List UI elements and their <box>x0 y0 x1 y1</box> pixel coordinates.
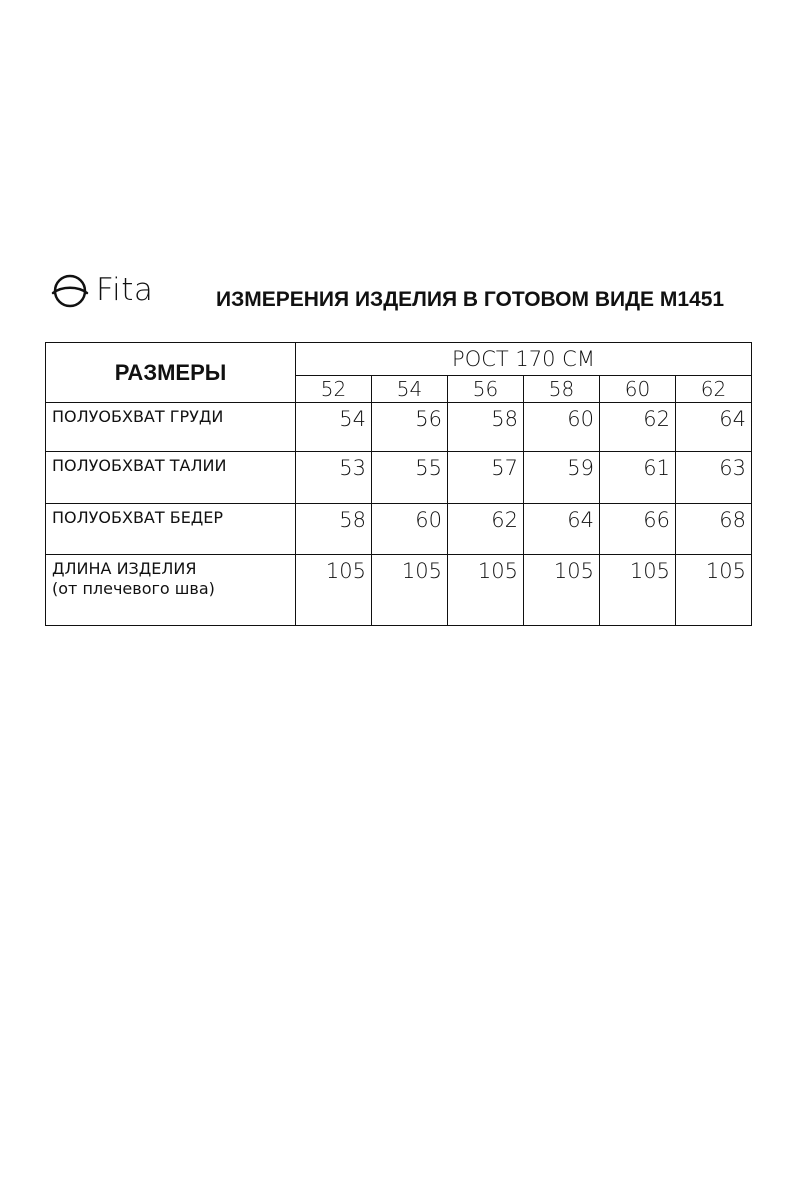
table-row <box>46 555 752 626</box>
table-cell: 64 <box>676 403 752 452</box>
table-cell: 105 <box>600 555 676 626</box>
fita-theta-icon <box>50 270 90 310</box>
measurement-label <box>46 452 296 504</box>
measurement-label <box>46 403 296 452</box>
table-cell: 60 <box>372 504 448 555</box>
measurement-label-text: ДЛИНА ИЗДЕЛИЯ <box>52 559 197 578</box>
measurement-label-text: ПОЛУОБХВАТ БЕДЕР <box>52 508 224 527</box>
growth-header: РОСТ 170 СМ <box>296 343 752 376</box>
table-cell: 105 <box>676 555 752 626</box>
sizes-header: РАЗМЕРЫ <box>46 343 296 403</box>
table-cell: 61 <box>600 452 676 504</box>
size-header-cell: 54 <box>372 376 448 403</box>
table-row <box>46 452 752 504</box>
table-header-row <box>46 343 752 376</box>
measurement-label <box>46 504 296 555</box>
size-header-cell: 62 <box>676 376 752 403</box>
table-cell: 63 <box>676 452 752 504</box>
table-row <box>46 504 752 555</box>
table-cell: 58 <box>296 504 372 555</box>
measurement-label-text: ПОЛУОБХВАТ ГРУДИ <box>52 407 224 426</box>
table-cell: 59 <box>524 452 600 504</box>
table-cell: 62 <box>600 403 676 452</box>
table-cell: 105 <box>296 555 372 626</box>
size-header-cell: 52 <box>296 376 372 403</box>
size-chart-table <box>45 342 752 626</box>
table-cell: 66 <box>600 504 676 555</box>
size-header-cell: 58 <box>524 376 600 403</box>
measurement-sublabel-text: (от плечевого шва) <box>52 579 215 598</box>
table-cell: 58 <box>448 403 524 452</box>
table-cell: 53 <box>296 452 372 504</box>
brand-name: Fita <box>96 272 154 308</box>
size-header-cell: 56 <box>448 376 524 403</box>
table-cell: 55 <box>372 452 448 504</box>
table-cell: 64 <box>524 504 600 555</box>
table-cell: 105 <box>372 555 448 626</box>
table-cell: 105 <box>448 555 524 626</box>
table-cell: 105 <box>524 555 600 626</box>
table-cell: 54 <box>296 403 372 452</box>
measurement-label <box>46 555 296 626</box>
table-cell: 68 <box>676 504 752 555</box>
measurement-label-text: ПОЛУОБХВАТ ТАЛИИ <box>52 456 227 475</box>
brand-logo <box>50 268 153 312</box>
table-cell: 60 <box>524 403 600 452</box>
size-header-cell: 60 <box>600 376 676 403</box>
document-title: ИЗМЕРЕНИЯ ИЗДЕЛИЯ В ГОТОВОМ ВИДЕ М1451 <box>216 288 725 311</box>
table-row <box>46 403 752 452</box>
table-cell: 56 <box>372 403 448 452</box>
table-cell: 62 <box>448 504 524 555</box>
table-cell: 57 <box>448 452 524 504</box>
